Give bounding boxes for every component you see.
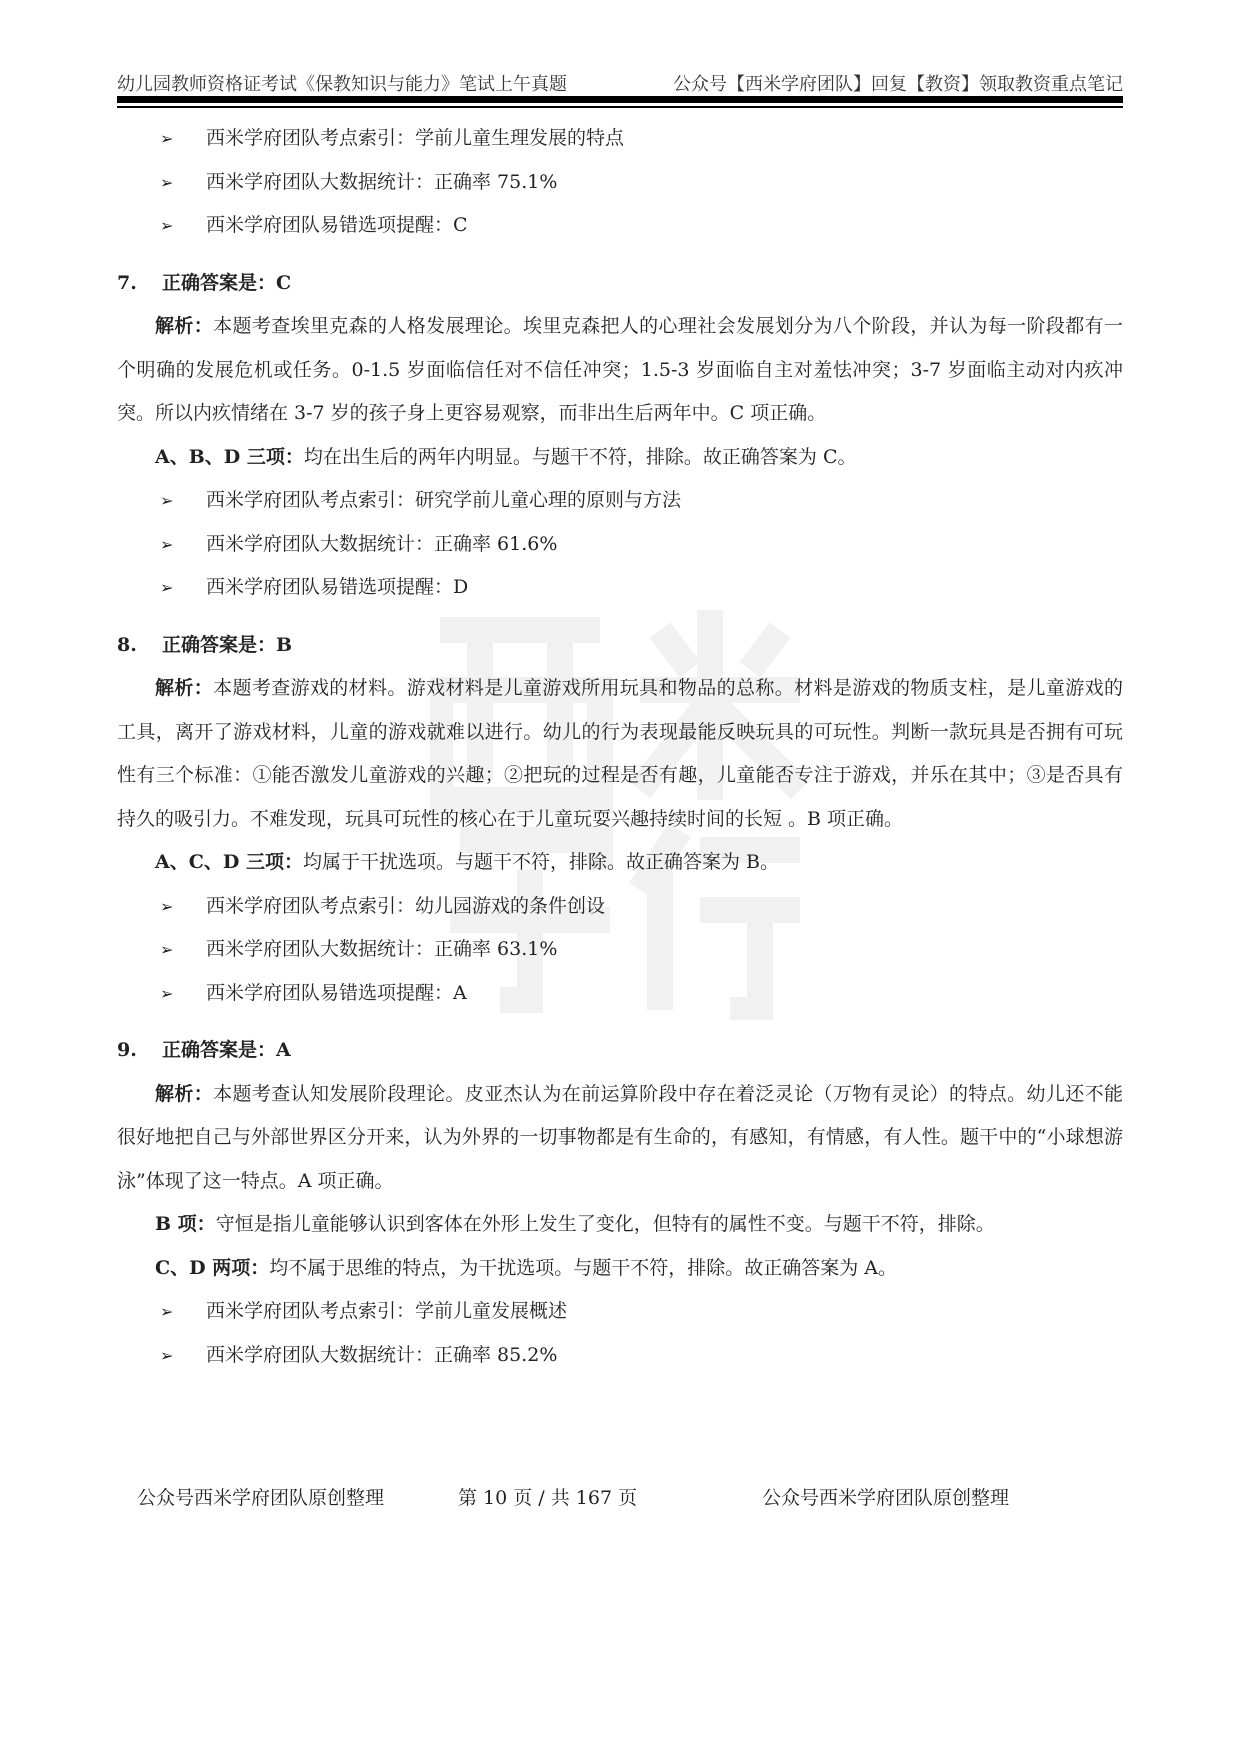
bullet-item: ➢ 西米学府团队大数据统计：正确率 61.6% [117,523,1123,567]
option-explanation: A、C、D 三项：均属于干扰选项。与题干不符，排除。故正确答案为 B。 [155,851,779,873]
arrow-bullet-icon: ➢ [160,983,174,1003]
analysis-paragraph: 解析：本题考查游戏的材料。游戏材料是儿童游戏所用玩具和物品的总称。材料是游戏的物质支柱，是儿童游戏的工具，离开了游戏材料，儿童的游戏就难以进行。幼儿的行为表现最能反映玩具的可玩性。判断一款玩具是否拥有可玩性有三个标准：①能否激发儿童游戏的兴趣；②把玩的过程是否有趣，儿童能否专注于游戏，并乐在其中；③是否具有持久的吸引力。不难发现，玩具可玩性的核心在于儿童玩耍兴趣持续时间的长短 。B 项正确。 [117,677,1123,830]
arrow-bullet-icon: ➢ [160,172,174,192]
arrow-bullet-icon: ➢ [160,129,174,148]
question-answer-heading: 7. 正确答案是：C [117,271,292,294]
header-title: 幼儿园教师资格证考试《保教知识与能力》笔试上午真题 [117,74,567,95]
bullet-item: ➢ 西米学府团队考点索引：幼儿园游戏的条件创设 [117,885,1123,929]
arrow-bullet-icon: ➢ [160,1302,174,1321]
bullet-item: ➢ 西米学府团队大数据统计：正确率 85.2% [117,1334,1123,1378]
bullet-item: ➢ 西米学府团队大数据统计：正确率 75.1% [117,161,1123,205]
arrow-bullet-icon: ➢ [160,940,174,959]
analysis-paragraph: 解析：本题考查埃里克森的人格发展理论。埃里克森把人的心理社会发展划分为八个阶段，并认为每一阶段都有一个明确的发展危机或任务。0-1.5 岁面临信任对不信任冲突；1.5-3 岁面临自主对羞怯冲突；3-7 岁面临主动对内疚冲突。所以内疚情绪在 3-7 岁的孩子身上更容易观察，而非出生后两年中。C 项正确。 [117,315,1123,424]
option-explanation: C、D 两项：均不属于思维的特点，为干扰选项。与题干不符，排除。故正确答案为 A。 [155,1256,897,1279]
arrow-bullet-icon: ➢ [160,1345,174,1365]
option-explanation: B 项：守恒是指儿童能够认识到客体在外形上发生了变化，但特有的属性不变。与题干不符，排除。 [155,1213,995,1235]
question-answer-heading: 9. 正确答案是：A [117,1039,291,1061]
analysis-paragraph: 解析：本题考查认知发展阶段理论。皮亚杰认为在前运算阶段中存在着泛灵论（万物有灵论）的特点。幼儿还不能很好地把自己与外部世界区分开来，认为外界的一切事物都是有生命的，有感知，有情感，有人性。题干中的“小球想游泳”体现了这一特点。A 项正确。 [117,1082,1123,1192]
arrow-bullet-icon: ➢ [160,578,174,597]
option-explanation: A、B、D 三项：均在出生后的两年内明显。与题干不符，排除。故正确答案为 C。 [155,445,857,468]
footer-left: 公众号西米学府团队原创整理 [137,1487,385,1509]
arrow-bullet-icon: ➢ [160,491,174,510]
page-number: 第 10 页 / 共 167 页 [458,1487,638,1509]
header-rule-thin [117,106,1123,108]
bullet-item: ➢ 西米学府团队大数据统计：正确率 63.1% [117,928,1123,972]
bullet-item: ➢ 西米学府团队考点索引：学前儿童发展概述 [117,1290,1123,1334]
arrow-bullet-icon: ➢ [160,534,174,554]
arrow-bullet-icon: ➢ [160,216,174,235]
bullet-item: ➢ 西米学府团队易错选项提醒：C [117,204,1123,248]
question-answer-heading: 8. 正确答案是：B [117,633,293,656]
bullet-item: ➢ 西米学府团队考点索引：学前儿童生理发展的特点 [117,117,1123,161]
footer-right: 公众号西米学府团队原创整理 [762,1487,1010,1509]
bullet-item: ➢ 西米学府团队易错选项提醒：D [117,566,1123,610]
page-content [117,117,1123,1377]
header-promo: 公众号【西米学府团队】回复【教资】领取教资重点笔记 [673,74,1123,95]
arrow-bullet-icon: ➢ [160,896,174,916]
bullet-item: ➢ 西米学府团队考点索引：研究学前儿童心理的原则与方法 [117,479,1123,523]
bullet-item: ➢ 西米学府团队易错选项提醒：A [117,972,1123,1016]
header-rule-thick [117,96,1123,103]
